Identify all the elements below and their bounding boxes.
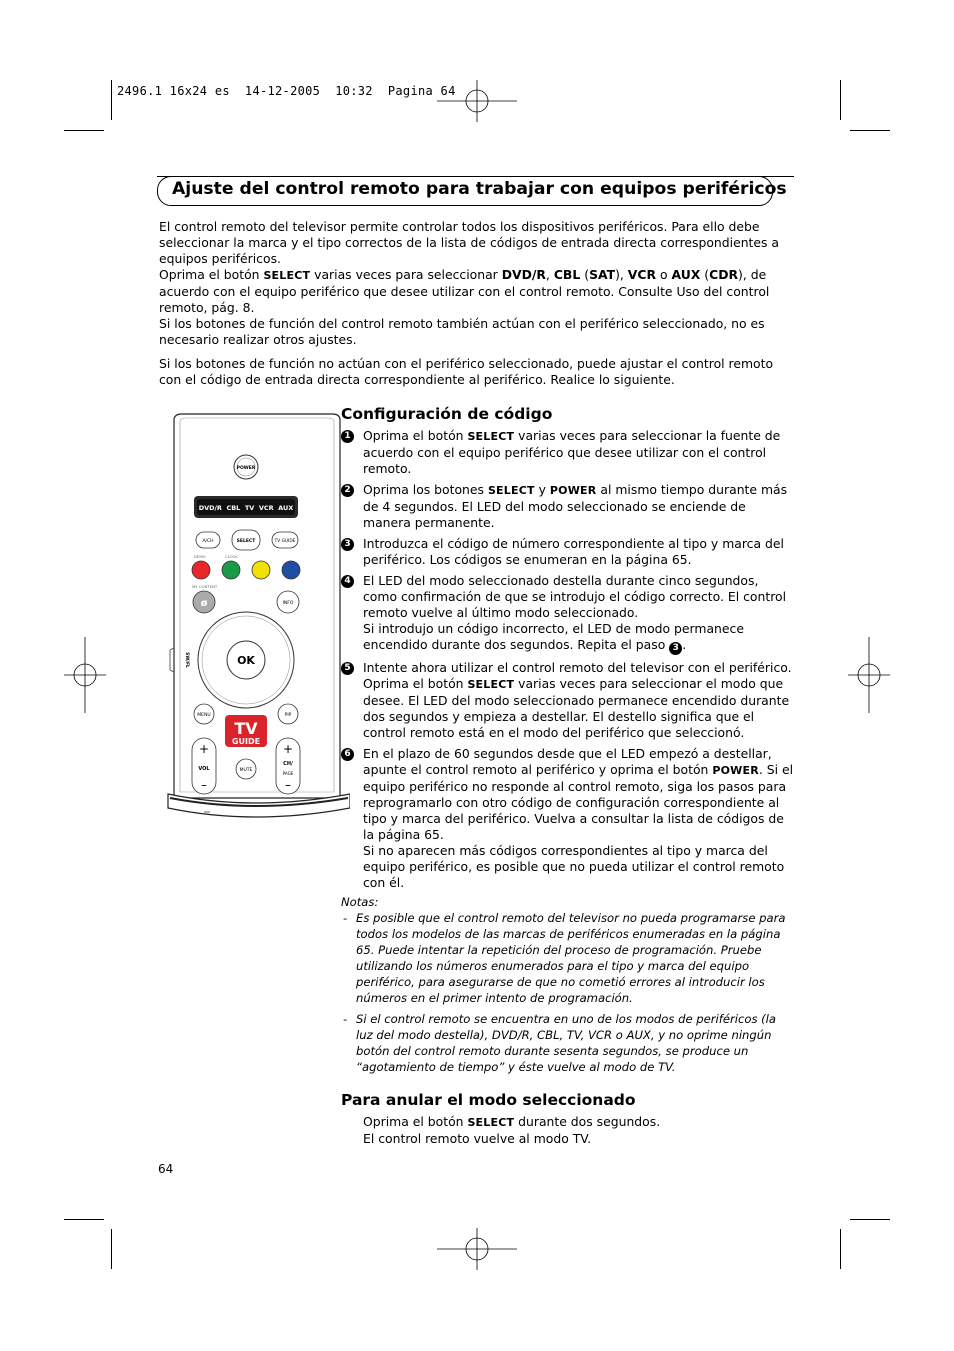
registration-mark-left: [64, 637, 106, 713]
svg-text:–: –: [285, 778, 291, 792]
print-slug: 2496.1 16x24 es 14-12-2005 10:32 Pagina 64: [117, 84, 456, 98]
step-reference: 3: [669, 642, 682, 655]
svg-text:MENU: MENU: [197, 713, 211, 718]
intro-paragraph: El control remoto del televisor permite controlar todos los dispositivos periféricos. Para ello debe seleccionar la marca y el tipo correctos de la lista de códigos de entrada directa correspondientes a equipos periféricos.: [159, 219, 780, 266]
step-number: 1: [341, 430, 354, 443]
svg-text:CH/: CH/: [283, 761, 293, 767]
step-number: 5: [341, 662, 354, 675]
step-4: 4 El LED del modo seleccionado destella durante cinco segundos, como confirmación de que se introdujo el código correcto. El control remoto vuelve al último modo seleccionado. Si introdujo un código incorrecto, el LED de modo permanece encendido durante dos segundos. Repita el paso 3 .: [341, 573, 796, 655]
svg-text:INFO: INFO: [282, 601, 294, 606]
svg-text:MUTE: MUTE: [239, 768, 253, 773]
notes: [341, 894, 796, 1075]
svg-text:VOL: VOL: [198, 766, 210, 772]
step-2: 2 Oprima los botones SELECT y POWER al mismo tiempo durante más de 4 segundos. El LED del modo seleccionado se enciende de manera permanente.: [341, 482, 796, 531]
section-heading: Configuración de código: [341, 405, 553, 423]
crop-mark: [64, 130, 104, 131]
svg-text:MY CONTENT: MY CONTENT: [192, 584, 218, 589]
page-title: Ajuste del control remoto para trabajar con equipos periféricos: [172, 179, 787, 199]
svg-text:A/CH: A/CH: [202, 539, 214, 544]
section-heading: Para anular el modo seleccionado: [341, 1091, 636, 1109]
blue-button: [282, 561, 300, 579]
crop-mark: [840, 80, 841, 120]
step-number: 2: [341, 484, 354, 497]
svg-text:ø: ø: [200, 598, 208, 609]
crop-mark: [840, 1229, 841, 1269]
red-button: [192, 561, 210, 579]
remote-control-illustration: [164, 412, 350, 820]
crop-mark: [64, 1219, 104, 1220]
step-5: 5 Intente ahora utilizar el control remoto del televisor con el periférico. Oprima el botón SELECT varias veces para seleccionar el modo que desee. El LED del modo seleccionado permanece encendido durante dos segundos y empieza a destellar. El destello significa que el control remoto está en el modo del periférico que seleccionó.: [341, 660, 796, 741]
intro-paragraph: Oprima el botón SELECT varias veces para seleccionar DVD/R, CBL (SAT), VCR o AUX (CDR), de acuerdo con el equipo periférico que desee utilizar con el control remoto. Consulte Uso del control remoto, pág. 8.: [159, 267, 770, 315]
registration-mark-right: [848, 637, 890, 713]
crop-mark: [111, 80, 112, 120]
step-number: 6: [341, 748, 354, 761]
step-3: 3 Introduzca el código de número correspondiente al tipo y marca del periférico. Los códigos se enumeran en la página 65.: [341, 536, 796, 568]
notes-label: Notas:: [341, 895, 379, 909]
svg-text:TV: TV: [234, 719, 258, 738]
step-number: 3: [341, 538, 354, 551]
yellow-button: [252, 561, 270, 579]
crop-mark: [850, 1219, 890, 1220]
step-6: 6 En el plazo de 60 segundos desde que el LED empezó a destellar, apunte el control remoto al periférico y oprima el botón POWER. Si el equipo periférico no responde al control remoto, siga los pasos para reprogramarlo con otro código de configuración correspondiente al tipo y marca del periférico. Vuelva a consultar la lista de códigos de la página 65. Si no aparecen más códigos correspondientes al tipo y marca del equipo periférico, es posible que no pueda utilizar el control remoto con él.: [341, 746, 796, 891]
step-1: 1 Oprima el botón SELECT varias veces para seleccionar la fuente de acuerdo con el equipo periférico que desee utilizar con el control remoto.: [341, 428, 796, 477]
crop-mark: [111, 1229, 112, 1269]
intro-paragraph: Si los botones de función no actúan con el periférico seleccionado, puede ajustar el control remoto con el código de entrada directa correspondiente al periférico. Realice lo siguiente.: [159, 356, 774, 387]
svg-text:+: +: [282, 742, 294, 756]
svg-text:–: –: [201, 778, 207, 792]
svg-text:TV GUIDE: TV GUIDE: [274, 539, 296, 544]
svg-text:SELECT: SELECT: [236, 539, 256, 544]
svg-text:PAGE: PAGE: [282, 771, 294, 776]
note-item: - Si el control remoto se encuentra en uno de los modos de periféricos (la luz del modo destella), DVD/R, CBL, TV, VCR o AUX, y no oprime ningún botón del control remoto durante sesenta segundos, se produce un “agotamiento de tiempo” y éste vuelve al modo de TV.: [343, 1012, 777, 1074]
note-item: - Es posible que el control remoto del televisor no pueda programarse para todos los modelos de las marcas de periféricos enumeradas en la página 65. Puede intentar la repetición del proceso de programación. Pruebe utilizando los números enumerados para el tipo y marca del equipo periférico, para asegurarse de que no cometió errores al introducir los números en el primer intento de programación.: [343, 911, 786, 1005]
registration-mark-bottom: [437, 1228, 517, 1270]
steps-list: [341, 428, 796, 891]
page-number: 64: [158, 1162, 174, 1176]
step-number: 4: [341, 575, 354, 588]
intro-paragraph: Si los botones de función del control remoto también actúan con el periférico seleccionado, no es necesario realizar otros ajustes.: [159, 316, 765, 347]
svg-text:DEMO: DEMO: [194, 554, 206, 559]
svg-text:+: +: [198, 742, 210, 756]
crop-mark: [850, 130, 890, 131]
intro-text: [159, 219, 799, 388]
svg-text:GUIDE: GUIDE: [231, 737, 261, 746]
svg-text:SW/FL: SW/FL: [184, 652, 189, 668]
cancel-instructions: Oprima el botón SELECT durante dos segundos. El control remoto vuelve al modo TV.: [363, 1114, 661, 1146]
svg-text:CLOCK: CLOCK: [225, 554, 238, 559]
power-label: POWER: [236, 466, 256, 471]
svg-text:PIP: PIP: [284, 713, 292, 718]
green-button: [222, 561, 240, 579]
mode-labels: DVD/R CBL TV VCR AUX: [198, 504, 294, 512]
svg-text:OK: OK: [237, 654, 255, 667]
